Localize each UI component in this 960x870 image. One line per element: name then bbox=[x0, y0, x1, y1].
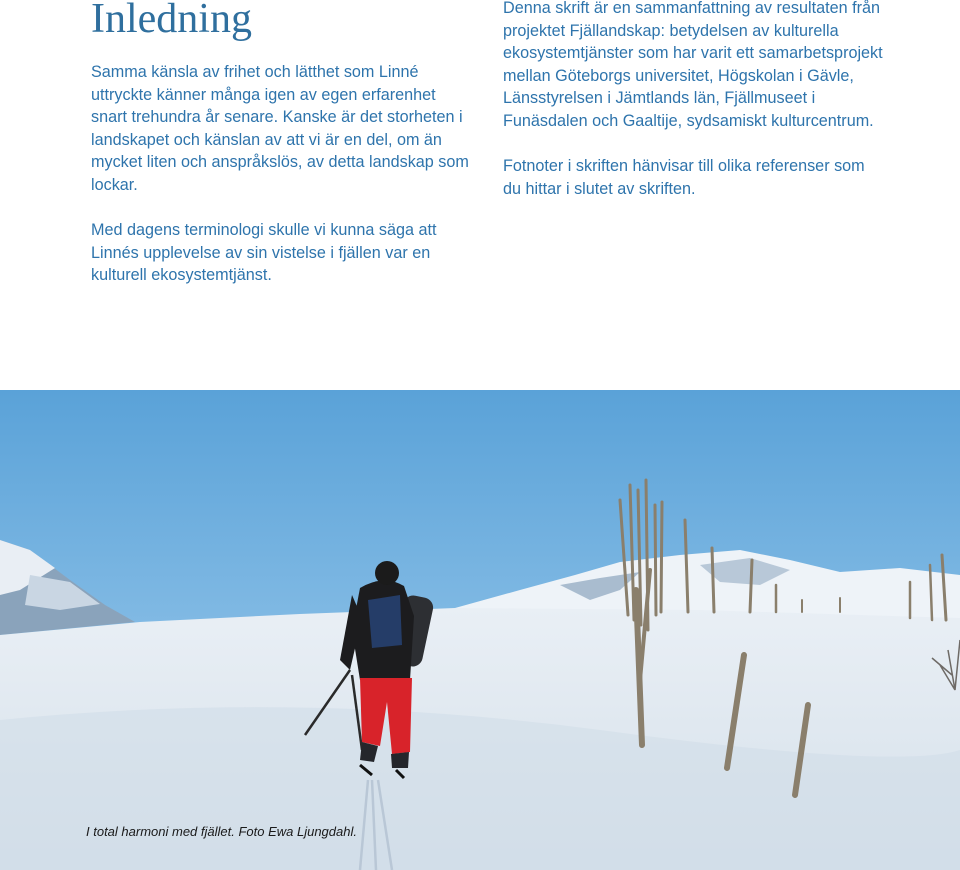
paragraph-footnotes: Fotnoter i skriften hänvisar till olika referenser som du hittar i slutet av skriften. bbox=[503, 157, 865, 198]
paragraph-linne-feeling: Samma känsla av frihet och lätthet som Linné uttryckte känner många igen av egen erfarenhet snart trehundra år senare. Kanske är det storheten i landskapet och känslan av att vi är en del, om än mycket liten och anspråkslös, av detta landskap som lockar. bbox=[91, 63, 469, 194]
paragraph-ecosystem-service: Med dagens terminologi skulle vi kunna säga att Linnés upplevelse av sin vistelse i fjällen var en kulturell ekosystemtjänst. bbox=[91, 221, 437, 285]
intro-text-right bbox=[503, 0, 883, 223]
paragraph-project-summary: Denna skrift är en sammanfattning av resultaten från projektet Fjällandskap: betydelsen av kulturella ekosystemtjänster som har varit ett samarbetsprojekt mellan Göteborgs universitet, Högskolan i Gävle, Länsstyrelsen i Jämtlands län, Fjällmuseet i Funäsdalen och Gaaltije, sydsamiskt kulturcentrum. bbox=[503, 0, 883, 130]
intro-text-left bbox=[91, 61, 469, 310]
photo-caption: I total harmoni med fjället. Foto Ewa Ljungdahl. bbox=[86, 824, 357, 839]
skier-photo bbox=[0, 390, 960, 870]
page-heading: Inledning bbox=[91, 0, 252, 42]
